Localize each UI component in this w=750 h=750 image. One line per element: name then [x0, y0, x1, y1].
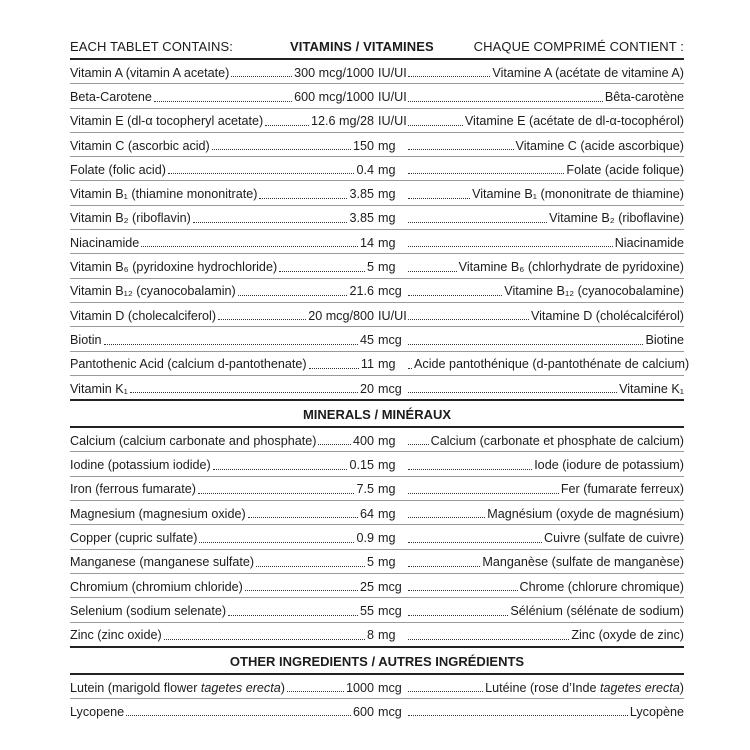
ingredient-name-en: Vitamin D (cholecalciferol) — [70, 308, 217, 323]
ingredient-name-en: Vitamin C (ascorbic acid) — [70, 138, 210, 153]
ingredient-left — [70, 164, 374, 181]
ingredient-right — [408, 459, 684, 476]
ingredient-left — [70, 358, 374, 375]
ingredient-name-en: Magnesium (magnesium oxide) — [70, 506, 246, 521]
ingredient-row — [70, 698, 684, 722]
ingredient-name-fr — [630, 706, 684, 723]
ingredient-right — [408, 67, 684, 84]
ingredient-unit: IU/UI — [378, 114, 407, 129]
ingredient-left — [70, 556, 374, 573]
ingredient-amount: 3.85 — [349, 187, 374, 202]
ingredient-left — [70, 115, 374, 132]
ingredient-left — [70, 212, 374, 229]
ingredient-unit: mcg — [378, 284, 402, 299]
dot-leader — [408, 295, 502, 296]
dot-leader — [408, 615, 508, 616]
ingredient-left — [70, 435, 374, 452]
ingredient-unit: mg — [378, 235, 396, 250]
ingredient-amount: 12.6 mg/28 — [310, 114, 374, 129]
ingredient-right — [408, 285, 684, 302]
ingredient-right — [408, 483, 684, 500]
ingredient-name-en: Beta-Carotene — [70, 90, 152, 104]
ingredient-amount: 25 — [359, 579, 374, 594]
ingredient-name-en: Vitamin E (dl-α tocopheryl acetate) — [70, 114, 264, 129]
ingredient-row — [70, 302, 684, 326]
dot-leader — [168, 173, 355, 174]
ingredient-amount: 1000 — [345, 680, 374, 695]
dot-leader — [408, 344, 643, 345]
ingredient-name-en: Vitamin B₁₂ (cyanocobalamin) — [70, 284, 236, 299]
ingredient-row — [70, 476, 684, 500]
ingredient-right — [408, 605, 684, 622]
dot-leader — [408, 444, 429, 445]
ingredient-left — [70, 706, 374, 723]
dot-leader — [408, 639, 569, 640]
ingredient-right — [408, 706, 684, 723]
ingredient-amount: 0.9 — [356, 531, 374, 546]
ingredient-left — [70, 91, 374, 108]
dot-leader — [408, 76, 490, 77]
dot-leader — [408, 469, 532, 470]
ingredient-left — [70, 383, 374, 400]
ingredient-name-fr: Vitamine E (acétate de dl-α-tocophérol) — [464, 114, 684, 129]
ingredient-amount: 3.85 — [349, 211, 374, 226]
ingredient-name-fr-prefix: Lycopène — [629, 704, 684, 719]
vitamins-table — [70, 60, 690, 399]
ingredient-amount: 0.15 — [349, 458, 374, 473]
ingredient-right — [408, 435, 684, 452]
ingredient-right — [408, 556, 684, 573]
ingredient-row — [70, 573, 684, 597]
dot-leader — [408, 691, 483, 692]
ingredient-left — [70, 237, 374, 254]
ingredient-name-fr: Fer (fumarate ferreux) — [560, 482, 684, 497]
ingredient-row — [70, 326, 684, 350]
dot-leader — [408, 566, 480, 567]
ingredient-amount: 0.4 — [356, 162, 374, 177]
ingredient-right — [408, 383, 684, 400]
ingredient-unit: mcg — [378, 579, 402, 594]
ingredient-right — [408, 629, 684, 646]
ingredient-unit: mcg — [378, 332, 402, 347]
dot-leader — [408, 246, 613, 247]
ingredient-row — [70, 83, 684, 107]
label-header — [70, 36, 684, 58]
ingredient-name-en: Iodine (potassium iodide) — [70, 458, 211, 473]
ingredient-name-en — [70, 706, 124, 723]
ingredient-left — [70, 261, 374, 278]
ingredient-name-fr: Iode (iodure de potassium) — [534, 458, 684, 473]
ingredient-left — [70, 581, 374, 598]
ingredient-amount: 7.5 — [356, 482, 374, 497]
header-vitamins-title: VITAMINS / VITAMINES — [290, 39, 434, 54]
ingredient-unit: IU/UI — [378, 308, 407, 323]
ingredient-unit: mcg — [378, 381, 402, 396]
ingredient-name-en-prefix: Lutein (marigold flower — [70, 680, 201, 695]
ingredient-left — [70, 532, 374, 549]
ingredient-amount: 600 mcg/1000 — [294, 90, 374, 104]
dot-leader — [256, 566, 365, 567]
ingredient-right — [408, 358, 689, 375]
ingredient-row — [70, 156, 684, 180]
minerals-table — [70, 428, 684, 646]
dot-leader — [213, 469, 348, 470]
dot-leader — [408, 173, 564, 174]
ingredient-row — [70, 351, 690, 375]
dot-leader — [309, 368, 359, 369]
ingredient-name-en: Manganese (manganese sulfate) — [70, 555, 255, 570]
ingredient-name-fr-suffix: ) — [679, 680, 684, 695]
ingredient-right — [408, 237, 684, 254]
dot-leader — [104, 344, 358, 345]
dot-leader — [408, 542, 542, 543]
ingredient-name-fr-prefix: Lutéine (rose d’Inde — [485, 680, 600, 695]
ingredient-left — [70, 67, 374, 84]
ingredient-name-en-prefix: Lycopene — [70, 704, 125, 719]
ingredient-unit: mcg — [378, 603, 402, 618]
ingredient-unit: mg — [378, 162, 396, 177]
ingredient-name-en: Vitamin B₁ (thiamine mononitrate) — [70, 187, 258, 202]
ingredient-amount: 150 — [352, 138, 374, 153]
ingredient-amount: 300 mcg/1000 — [294, 65, 374, 80]
ingredient-name-en: Pantothenic Acid (calcium d-pantothenate) — [70, 357, 307, 372]
dot-leader — [193, 222, 348, 223]
dot-leader — [287, 691, 344, 692]
ingredient-amount: 8 — [366, 628, 374, 643]
ingredient-unit: IU/UI — [378, 65, 407, 80]
header-right: CHAQUE COMPRIMÉ CONTIENT : — [473, 39, 684, 54]
ingredient-name-fr: Manganèse (sulfate de manganèse) — [482, 555, 684, 570]
ingredient-amount: 55 — [359, 603, 374, 618]
dot-leader — [259, 198, 347, 199]
dot-leader — [408, 715, 628, 716]
ingredient-name-fr: Acide pantothénique (d-pantothénate de calcium) — [414, 357, 690, 372]
ingredient-amount: 20 mcg/800 — [308, 308, 374, 323]
ingredient-amount: 600 — [352, 704, 374, 719]
dot-leader — [265, 125, 309, 126]
ingredient-name-en: Chromium (chromium chloride) — [70, 579, 243, 594]
ingredient-name-fr: Calcium (carbonate et phosphate de calcium) — [430, 433, 684, 448]
ingredient-unit: mg — [378, 482, 396, 497]
dot-leader — [198, 493, 355, 494]
dot-leader — [218, 319, 306, 320]
ingredient-right — [408, 334, 684, 351]
dot-leader — [238, 295, 348, 296]
ingredient-row — [70, 180, 684, 204]
ingredient-name-en: Copper (cupric sulfate) — [70, 531, 198, 546]
ingredient-name-en: Vitamin B₆ (pyridoxine hydrochloride) — [70, 260, 278, 275]
ingredient-row — [70, 675, 684, 698]
ingredient-left — [70, 310, 374, 327]
ingredient-right — [408, 115, 684, 132]
ingredient-unit: IU/UI — [378, 90, 407, 104]
ingredient-name-fr: Vitamine C (acide ascorbique) — [515, 138, 684, 153]
dot-leader — [408, 271, 457, 272]
ingredient-amount: 64 — [359, 506, 374, 521]
ingredient-row — [70, 524, 684, 548]
other-ingredients-title: OTHER INGREDIENTS / AUTRES INGRÉDIENTS — [229, 653, 525, 669]
ingredient-name-en: Selenium (sodium selenate) — [70, 603, 227, 618]
ingredient-name-fr: Folate (acide folique) — [566, 162, 684, 177]
dot-leader — [408, 149, 514, 150]
ingredient-name-en: Zinc (zinc oxide) — [70, 628, 162, 643]
ingredient-name-en: Niacinamide — [70, 235, 140, 250]
ingredient-right — [408, 91, 684, 108]
ingredient-name-fr: Vitamine K₁ — [619, 381, 684, 396]
dot-leader — [231, 76, 292, 77]
ingredient-row — [70, 622, 684, 646]
ingredient-name-en: Biotin — [70, 332, 102, 347]
ingredient-name-fr: Niacinamide — [614, 235, 684, 250]
dot-leader — [245, 590, 358, 591]
dot-leader — [318, 444, 351, 445]
ingredient-amount: 45 — [359, 332, 374, 347]
ingredient-amount: 11 — [360, 357, 374, 372]
ingredient-right — [408, 682, 684, 699]
ingredient-name-en: Vitamin B₂ (riboflavin) — [70, 211, 191, 226]
ingredient-row — [70, 108, 684, 132]
dot-leader — [248, 517, 358, 518]
ingredient-name-en-italic: tagetes erecta — [200, 680, 281, 695]
ingredient-right — [408, 508, 684, 525]
ingredient-name-en: Vitamin K₁ — [70, 381, 128, 396]
dot-leader — [228, 615, 358, 616]
ingredient-name-fr: Vitamine B₁₂ (cyanocobalamine) — [504, 284, 684, 299]
ingredient-row — [70, 132, 684, 156]
ingredient-unit: mg — [378, 531, 396, 546]
ingredient-unit: mcg — [378, 704, 402, 719]
ingredient-left — [70, 140, 374, 157]
dot-leader — [130, 392, 358, 393]
dot-leader — [154, 101, 292, 102]
other-ingredients-table — [70, 675, 684, 723]
ingredient-name-fr: Vitamine B₆ (chlorhydrate de pyridoxine) — [458, 260, 684, 275]
dot-leader — [408, 493, 559, 494]
ingredient-unit: mg — [378, 628, 396, 643]
ingredient-name-fr: Chrome (chlorure chromique) — [519, 579, 684, 594]
ingredient-left — [70, 508, 374, 525]
ingredient-amount: 5 — [366, 260, 374, 275]
ingredient-row — [70, 60, 684, 83]
ingredient-name-fr: Sélénium (sélénate de sodium) — [510, 603, 684, 618]
minerals-title: MINERALS / MINÉRAUX — [302, 407, 452, 423]
dot-leader — [279, 271, 365, 272]
ingredient-unit: mg — [378, 433, 396, 448]
ingredient-right — [408, 532, 684, 549]
ingredient-unit: mg — [378, 138, 396, 153]
ingredient-unit: mcg — [378, 680, 402, 695]
ingredient-name-en: Folate (folic acid) — [70, 162, 166, 177]
dot-leader — [212, 149, 351, 150]
ingredient-unit: mg — [378, 506, 396, 521]
ingredient-row — [70, 428, 684, 451]
ingredient-left — [70, 605, 374, 622]
ingredient-left — [70, 483, 374, 500]
ingredient-name-fr-italic: tagetes erecta — [599, 680, 680, 695]
ingredient-amount: 5 — [366, 555, 374, 570]
dot-leader — [408, 392, 617, 393]
dot-leader — [141, 246, 358, 247]
header-left: EACH TABLET CONTAINS: — [70, 39, 233, 54]
ingredient-right — [408, 212, 684, 229]
dot-leader — [408, 590, 518, 591]
dot-leader — [408, 319, 529, 320]
ingredient-left — [70, 188, 374, 205]
ingredient-name-fr: Cuivre (sulfate de cuivre) — [544, 531, 684, 546]
ingredient-amount: 400 — [352, 433, 374, 448]
ingredient-unit: mg — [378, 555, 396, 570]
ingredient-right — [408, 581, 684, 598]
ingredient-amount: 14 — [359, 235, 374, 250]
ingredient-row — [70, 451, 684, 475]
ingredient-name-fr — [485, 682, 684, 699]
ingredient-name-fr: Bêta-carotène — [604, 90, 684, 104]
ingredient-name-fr: Zinc (oxyde de zinc) — [571, 628, 684, 643]
dot-leader — [408, 222, 547, 223]
ingredient-name-en-suffix: ) — [280, 680, 285, 695]
ingredient-row — [70, 500, 684, 524]
ingredient-left — [70, 682, 374, 699]
dot-leader — [199, 542, 354, 543]
ingredient-unit: mg — [378, 260, 396, 275]
dot-leader — [408, 101, 603, 102]
ingredient-left — [70, 285, 374, 302]
dot-leader — [164, 639, 365, 640]
ingredient-left — [70, 334, 374, 351]
ingredient-left — [70, 629, 374, 646]
ingredient-name-fr: Vitamine B₁ (mononitrate de thiamine) — [472, 187, 684, 202]
ingredient-unit: mg — [378, 211, 396, 226]
dot-leader — [408, 125, 463, 126]
ingredient-amount: 20 — [359, 381, 374, 396]
ingredient-row — [70, 229, 684, 253]
ingredient-right — [408, 261, 684, 278]
ingredient-row — [70, 549, 684, 573]
ingredient-right — [408, 164, 684, 181]
ingredient-name-en: Calcium (calcium carbonate and phosphate) — [70, 433, 317, 448]
ingredient-row — [70, 253, 684, 277]
ingredient-row — [70, 278, 684, 302]
dot-leader — [408, 198, 470, 199]
ingredient-unit: mg — [378, 187, 396, 202]
ingredient-name-fr: Biotine — [645, 332, 684, 347]
ingredient-name-fr: Vitamine B₂ (riboflavine) — [549, 211, 684, 226]
dot-leader — [408, 368, 412, 369]
ingredient-right — [408, 188, 684, 205]
ingredient-right — [408, 310, 684, 327]
dot-leader — [126, 715, 351, 716]
ingredient-name-en: Iron (ferrous fumarate) — [70, 482, 196, 497]
ingredient-right — [408, 140, 684, 157]
ingredient-name-en — [70, 682, 285, 699]
ingredient-row — [70, 205, 684, 229]
ingredient-row — [70, 597, 684, 621]
ingredient-name-fr: Vitamine D (cholécalciférol) — [530, 308, 684, 323]
ingredient-left — [70, 459, 374, 476]
nutrition-label — [70, 36, 690, 722]
ingredient-name-fr: Magnésium (oxyde de magnésium) — [487, 506, 684, 521]
ingredient-amount: 21.6 — [349, 284, 374, 299]
ingredient-row — [70, 375, 684, 399]
ingredient-name-fr: Vitamine A (acétate de vitamine A) — [492, 65, 684, 80]
ingredient-name-en: Vitamin A (vitamin A acetate) — [70, 65, 230, 80]
dot-leader — [408, 517, 485, 518]
ingredient-unit: mg — [378, 357, 396, 372]
ingredient-unit: mg — [378, 458, 396, 473]
